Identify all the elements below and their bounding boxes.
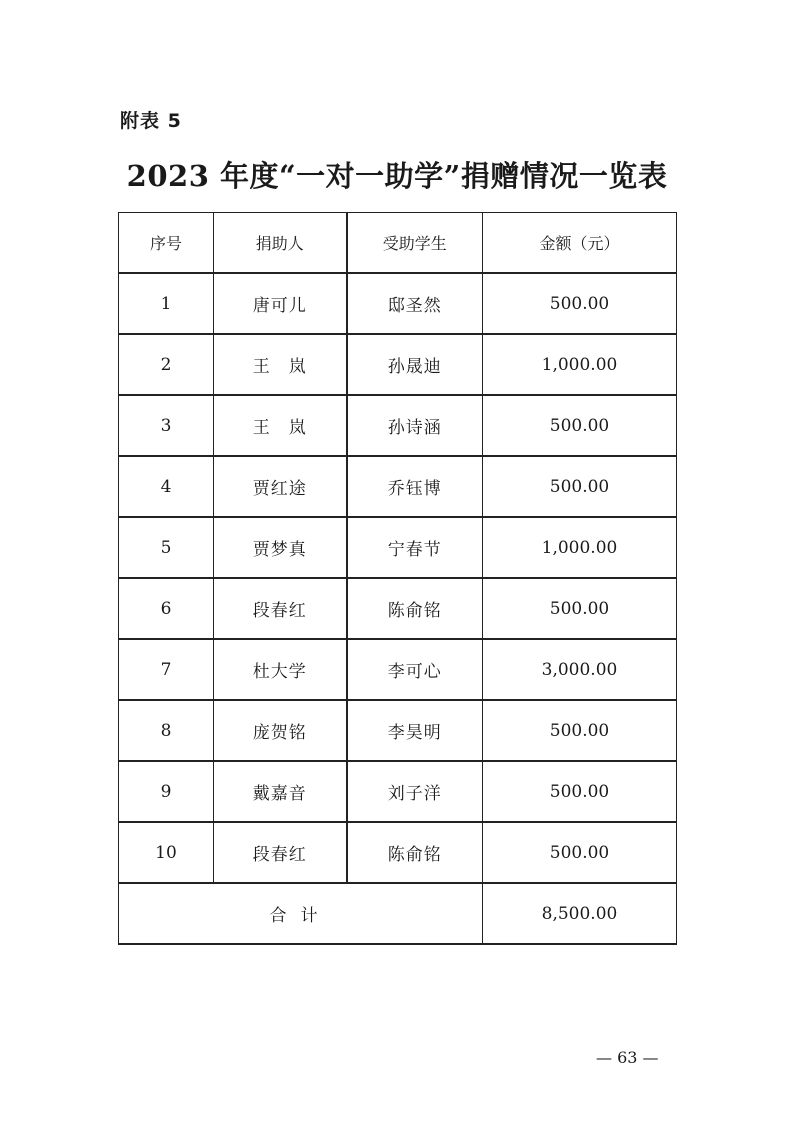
cell-amount: 500.00: [483, 273, 677, 334]
donation-table: [118, 212, 677, 945]
cell-student: 孙诗涵: [347, 395, 483, 456]
cell-donor: 唐可儿: [214, 273, 347, 334]
cell-amount: 500.00: [483, 761, 677, 822]
cell-student: 李可心: [347, 639, 483, 700]
cell-donor: 杜大学: [214, 639, 347, 700]
cell-amount: 1,000.00: [483, 334, 677, 395]
table-row: [119, 517, 677, 578]
cell-amount: 500.00: [483, 700, 677, 761]
table-row: [119, 578, 677, 639]
page-number: — 63 —: [596, 1048, 659, 1067]
cell-donor: 贾红途: [214, 456, 347, 517]
document-title: 2023 年度“一对一助学”捐赠情况一览表: [126, 159, 668, 193]
cell-index: 5: [119, 517, 214, 578]
cell-donor: 王 岚: [214, 334, 347, 395]
cell-student: 孙晟迪: [347, 334, 483, 395]
cell-student: 刘子洋: [347, 761, 483, 822]
cell-student: 乔钰博: [347, 456, 483, 517]
cell-donor: 王 岚: [214, 395, 347, 456]
cell-index: 10: [119, 822, 214, 883]
cell-donor: 戴嘉音: [214, 761, 347, 822]
table-row: [119, 822, 677, 883]
table-body: [119, 273, 677, 883]
cell-index: 8: [119, 700, 214, 761]
cell-index: 2: [119, 334, 214, 395]
header-index: 序号: [119, 213, 214, 274]
total-label: 合计: [119, 883, 483, 944]
cell-student: 李昊明: [347, 700, 483, 761]
cell-student: 陈俞铭: [347, 578, 483, 639]
cell-student: 陈俞铭: [347, 822, 483, 883]
cell-index: 9: [119, 761, 214, 822]
table-row: [119, 761, 677, 822]
cell-donor: 贾梦真: [214, 517, 347, 578]
table-row: [119, 334, 677, 395]
cell-index: 3: [119, 395, 214, 456]
cell-donor: 段春红: [214, 822, 347, 883]
total-row: [119, 883, 677, 944]
total-amount: 8,500.00: [483, 883, 677, 944]
cell-donor: 段春红: [214, 578, 347, 639]
cell-donor: 庞贺铭: [214, 700, 347, 761]
cell-amount: 1,000.00: [483, 517, 677, 578]
cell-index: 4: [119, 456, 214, 517]
cell-student: 邸圣然: [347, 273, 483, 334]
cell-amount: 500.00: [483, 822, 677, 883]
header-amount: 金额（元）: [483, 213, 677, 274]
table-row: [119, 700, 677, 761]
header-donor: 捐助人: [214, 213, 347, 274]
table-row: [119, 395, 677, 456]
cell-amount: 500.00: [483, 578, 677, 639]
table-header-row: [119, 213, 677, 274]
cell-student: 宁春节: [347, 517, 483, 578]
cell-index: 1: [119, 273, 214, 334]
cell-index: 7: [119, 639, 214, 700]
table-row: [119, 639, 677, 700]
cell-index: 6: [119, 578, 214, 639]
header-student: 受助学生: [347, 213, 483, 274]
table-row: [119, 273, 677, 334]
cell-amount: 3,000.00: [483, 639, 677, 700]
cell-amount: 500.00: [483, 395, 677, 456]
cell-amount: 500.00: [483, 456, 677, 517]
appendix-label: 附表 5: [120, 110, 182, 132]
table-row: [119, 456, 677, 517]
